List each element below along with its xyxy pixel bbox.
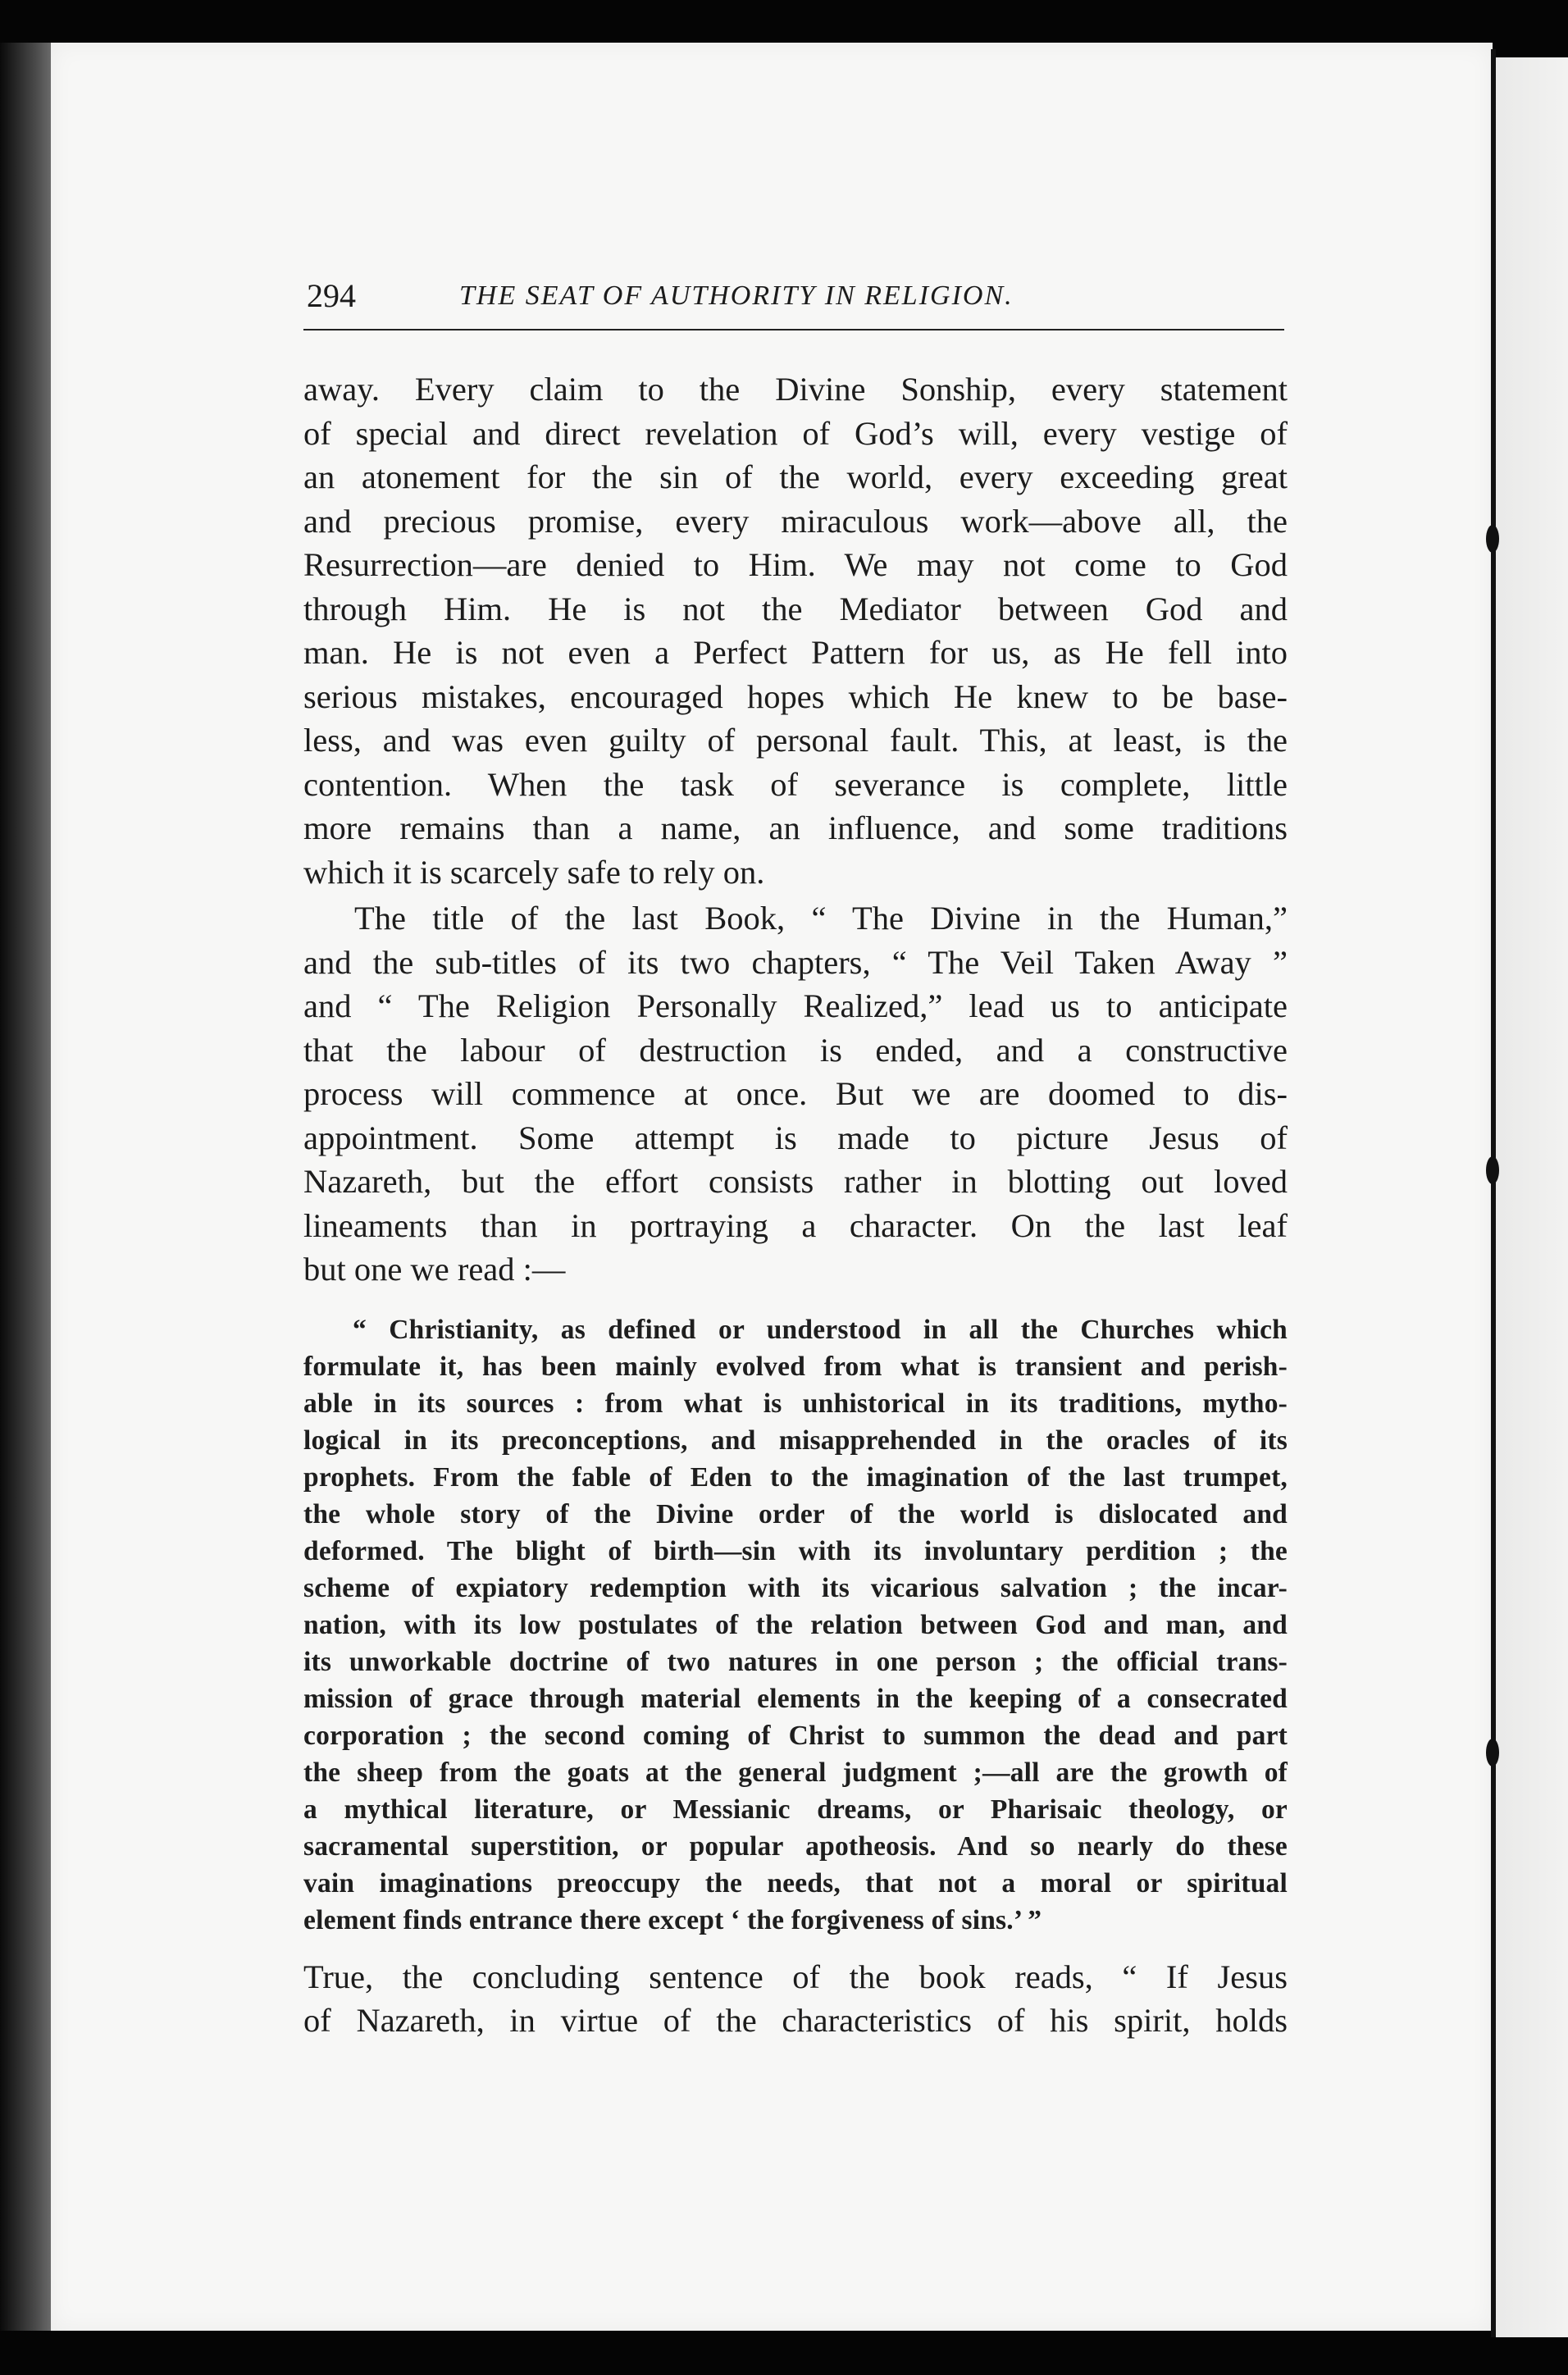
quote-line: scheme of expiatory redemption with its vicarious salvation ; the incar- [303, 1572, 1288, 1603]
page-number: 294 [307, 277, 356, 314]
running-title: THE SEAT OF AUTHORITY IN RELIGION. [459, 280, 1014, 311]
text-line: lineaments than in portraying a character. On the last leaf [303, 1206, 1288, 1244]
quote-line: prophets. From the fable of Eden to the imagination of the last trumpet, [303, 1461, 1288, 1493]
block-quotation [303, 1311, 1288, 1939]
text-line: that the labour of destruction is ended, and a constructive [303, 1031, 1288, 1069]
page-body [303, 367, 1288, 2043]
text-line: man. He is not even a Perfect Pattern for us, as He fell into [303, 634, 1288, 671]
text-line: less, and was even guilty of personal fault. This, at least, is the [303, 722, 1288, 759]
quote-line: able in its sources : from what is unhistorical in its traditions, mytho- [303, 1388, 1288, 1419]
gutter-mark [1486, 1739, 1499, 1766]
gutter-mark [1486, 525, 1499, 553]
text-line: The title of the last Book, “ The Divine in the Human,” [354, 900, 1288, 937]
quote-line: vain imaginations preoccupy the needs, that not a moral or spiritual [303, 1867, 1288, 1899]
quote-line: deformed. The blight of birth—sin with its involuntary perdition ; the [303, 1535, 1288, 1566]
text-line: away. Every claim to the Divine Sonship, every statement [303, 371, 1288, 408]
text-line: of Nazareth, in virtue of the characteristics of his spirit, holds [303, 2002, 1288, 2039]
quote-line: its unworkable doctrine of two natures in one person ; the official trans- [303, 1646, 1288, 1677]
text-line: True, the concluding sentence of the book reads, “ If Jesus [303, 1958, 1288, 1995]
book-cover-edge [0, 43, 51, 2331]
paragraph-1 [303, 367, 1288, 894]
quote-line: the whole story of the Divine order of the world is dislocated and [303, 1498, 1288, 1529]
quote-line: mission of grace through material elements in the keeping of a consecrated [303, 1683, 1288, 1714]
quote-line: a mythical literature, or Messianic dreams, or Pharisaic theology, or [303, 1794, 1288, 1825]
quote-line: “ Christianity, as defined or understood in all the Churches which [353, 1314, 1288, 1345]
text-line: but one we read :— [303, 1251, 566, 1288]
text-line: and the sub-titles of its two chapters, “ The Veil Taken Away ” [303, 943, 1288, 981]
quote-line: formulate it, has been mainly evolved from what is transient and perish- [303, 1351, 1288, 1382]
text-line: and “ The Religion Personally Realized,” lead us to anticipate [303, 987, 1288, 1024]
text-line: Nazareth, but the effort consists rather in blotting out loved [303, 1163, 1288, 1200]
quote-line: sacramental superstition, or popular apotheosis. And so nearly do these [303, 1830, 1288, 1862]
text-line: through Him. He is not the Mediator between God and [303, 590, 1288, 627]
paragraph-2 [303, 896, 1288, 1292]
facing-page-edge [1493, 57, 1568, 2337]
text-line: which it is scarcely safe to rely on. [303, 853, 765, 891]
quote-line: the sheep from the goats at the general judgment ;—all are the growth of [303, 1757, 1288, 1788]
paragraph-3 [303, 1955, 1288, 2043]
text-line: contention. When the task of severance is complete, little [303, 765, 1288, 803]
gutter-mark [1486, 1156, 1499, 1184]
quote-line: nation, with its low postulates of the relation between God and man, and [303, 1609, 1288, 1640]
page-header [303, 276, 1284, 330]
text-line: process will commence at once. But we are doomed to dis- [303, 1075, 1288, 1112]
text-line: more remains than a name, an influence, and some traditions [303, 809, 1288, 846]
text-line: an atonement for the sin of the world, every exceeding great [303, 458, 1288, 495]
quote-line: corporation ; the second coming of Christ to summon the dead and part [303, 1720, 1288, 1751]
quote-line: logical in its preconceptions, and misapprehended in the oracles of its [303, 1425, 1288, 1456]
text-line: Resurrection—are denied to Him. We may not come to God [303, 546, 1288, 583]
text-line: and precious promise, every miraculous work—above all, the [303, 502, 1288, 540]
page-gutter-line [1491, 49, 1496, 2337]
text-line: appointment. Some attempt is made to picture Jesus of [303, 1119, 1288, 1156]
quote-line: element finds entrance there except ‘ the forgiveness of sins.’ ” [303, 1904, 1042, 1935]
text-line: serious mistakes, encouraged hopes which He knew to be base- [303, 677, 1288, 715]
text-line: of special and direct revelation of God’s will, every vestige of [303, 414, 1288, 452]
